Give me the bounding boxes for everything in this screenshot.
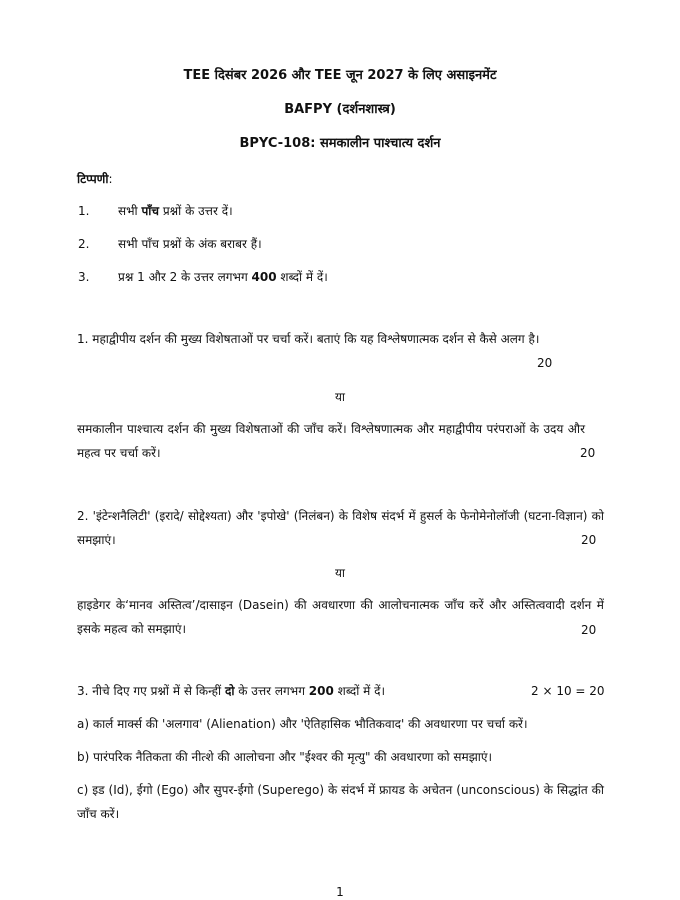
course-code-title: BPYC-108: समकालीन पाश्चात्य दर्शन [239, 136, 441, 151]
question-3-intro: 3. नीचे दिए गए प्रश्नों में से किन्हीं दो के उत्तर लगभग 200 शब्दों में दें। [77, 684, 386, 698]
question-3-part-c: c) इड (Id), ईगो (Ego) और सुपर-ईगो (Superego) के संदर्भ में फ्रायड के अचेतन (unconscious) के सिद्धांत की जाँच करें। [77, 783, 604, 821]
question-2-marks: 20 [581, 533, 597, 547]
question-2-alternative-marks: 20 [581, 623, 597, 637]
question-2: 2. 'इंटेन्शनैलिटी' (इरादे/ सोद्देश्यता) और 'इपोखे' (निलंबन) के विशेष संदर्भ में हुसर्ल के फेनोमेनोलॉजी (घटना-विज्ञान) को समझाएं। [77, 509, 604, 547]
question-1-or: या [334, 390, 346, 404]
page-number: 1 [336, 885, 344, 899]
note-2-text: सभी पाँच प्रश्नों के अंक बराबर हैं। [118, 237, 262, 251]
note-1-text: सभी पाँच प्रश्नों के उत्तर दें। [118, 204, 233, 218]
question-3-part-a: a) कार्ल मार्क्स की 'अलगाव' (Alienation) और 'ऐतिहासिक भौतिकवाद' की अवधारणा पर चर्चा करें। [77, 717, 528, 731]
document-title: TEE दिसंबर 2026 और TEE जून 2027 के लिए असाइनमेंट [183, 68, 497, 83]
note-2-number: 2. [78, 237, 90, 251]
question-3-marks: 2 × 10 = 20 [531, 684, 605, 698]
notes-label: टिप्पणी: [77, 172, 113, 186]
note-3-number: 3. [78, 270, 90, 284]
question-1-alternative-marks: 20 [580, 446, 596, 460]
course-name: BAFPY (दर्शनशास्त्र) [284, 102, 396, 117]
question-1-alternative: समकालीन पाश्चात्य दर्शन की मुख्य विशेषताओं की जाँच करें। विश्लेषणात्मक और महाद्वीपीय परंपराओं के उदय और महत्व पर चर्चा करें। [77, 422, 585, 460]
question-3-part-b: b) पारंपरिक नैतिकता की नीत्शे की आलोचना और "ईश्वर की मृत्यु" की अवधारणा को समझाएं। [77, 750, 493, 764]
question-1: 1. महाद्वीपीय दर्शन की मुख्य विशेषताओं पर चर्चा करें। बताएं कि यह विश्लेषणात्मक दर्शन से कैसे अलग है। [77, 332, 540, 346]
question-2-alternative: हाइडेगर के‘मानव अस्तित्व’/दासाइन (Dasein) की अवधारणा की आलोचनात्मक जाँच करें और अस्तित्ववादी दर्शन में इसके महत्व को समझाएं। [77, 598, 604, 636]
question-1-marks: 20 [537, 356, 553, 370]
note-1-number: 1. [78, 204, 90, 218]
question-2-or: या [334, 566, 346, 580]
note-3-text: प्रश्न 1 और 2 के उत्तर लगभग 400 शब्दों में दें। [118, 270, 328, 284]
